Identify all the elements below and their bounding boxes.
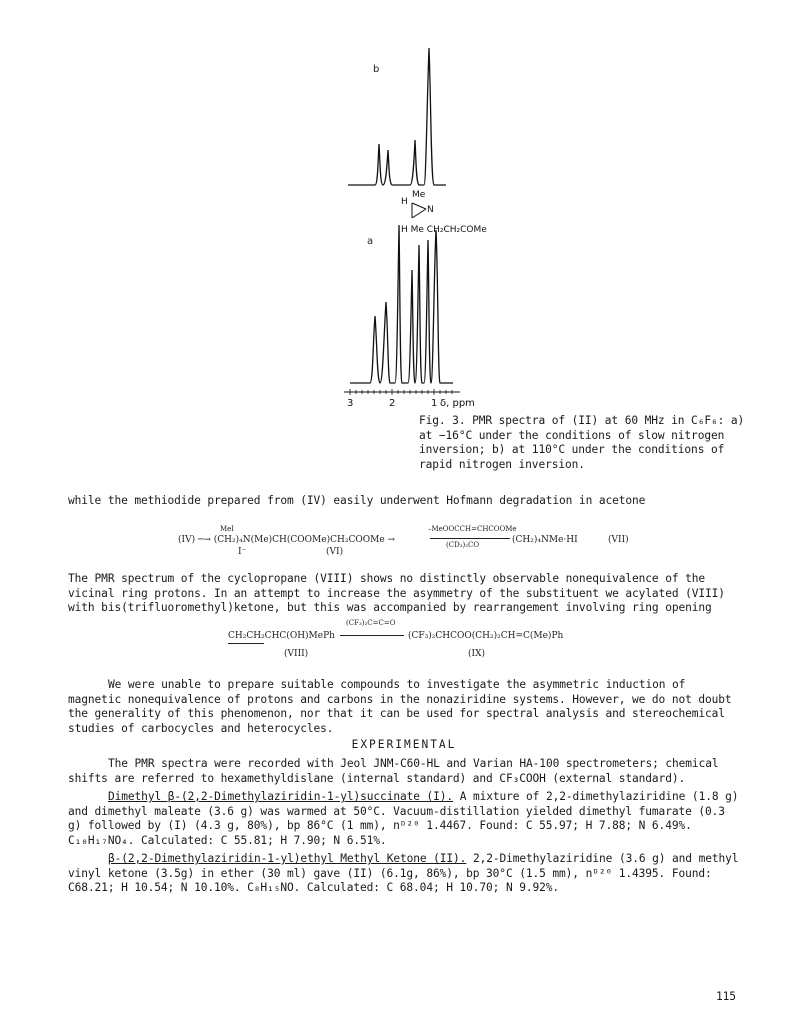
- axis-unit: δ, ppm: [440, 398, 475, 409]
- paragraph-cyclopropane-text: The PMR spectrum of the cyclopropane (VIII) shows no distinctly observable nonequivalence of the vicinal ring protons. In an attempt to increase the asymmetry of the substituent we acylated (VIII) with bis(trifluoromethyl)ketone, but this was accompanied by rearrangement involving ring opening: [68, 572, 725, 614]
- paragraph-conclusion-text: We were unable to prepare suitable compounds to investigate the asymmetric induction of magnetic nonequivalence of protons and carbons in the nonaziridine systems. However, we do not doubt the generality of this phenomenon, nor that it can be used for spectral analysis and stereochemical studies of carbocycles and heterocycles.: [68, 678, 732, 735]
- spectrum-trace-a: [350, 225, 453, 383]
- paragraph-cyclopropane: [68, 572, 740, 616]
- paragraph-hofmann: [68, 494, 740, 509]
- compound-ii-title: β-(2,2-Dimethylaziridin-1-yl)ethyl Methyl Ketone (II).: [108, 852, 467, 865]
- eq2-right: (CF₃)₂CHCOO(CH₂)₂CH=C(Me)Ph: [408, 631, 564, 641]
- paragraph-compound-i: [68, 790, 740, 848]
- trace-a-label: a: [367, 236, 374, 247]
- eq1-above: –MeOOCCH=CHCOOMe: [428, 525, 517, 533]
- eq1-below: (CD₃)₂CO: [446, 541, 480, 549]
- paragraph-spectrometers-text: The PMR spectra were recorded with Jeol JNM-C60-HL and Varian HA-100 spectrometers; chemical shifts are referred to hexamethyldislane (internal standard) and CF₃COOH (external standard).: [68, 757, 719, 785]
- compound-ii-body: 2,2-Dimethylaziridine (3.6 g) and methyl vinyl ketone (3.5g) in ether (30 ml) gave (II) (6.1g, 86%), bp 30°C (1.5 mm), nᴰ²⁰ 1.4395. Found: C68.21; H 10.54; N 10.10%. C₈H₁₅NO. Calculated: C 68.04; H 10.70; N 9.92%.: [68, 852, 739, 894]
- axis-tick-2: 2: [389, 398, 396, 409]
- trace-b-label: b: [373, 64, 380, 75]
- eq1-label-vi: (VI): [326, 547, 344, 557]
- paragraph-hofmann-text: while the methiodide prepared from (IV) easily underwent Hofmann degradation in acetone: [68, 494, 646, 507]
- axis-tick-3: 3: [347, 398, 354, 409]
- equation-1: [178, 525, 658, 565]
- eq1-label-vii: (VII): [608, 535, 629, 545]
- compound-i-body: A mixture of 2,2-dimethylaziridine (1.8 g) and dimethyl maleate (3.6 g) was warmed at 50°C. Vacuum-distillation yielded dimethyl fumarate (0.3 g) followed by (I) (4.3 g, 80%), bp 86°C (1 mm), nᴰ²⁰ 1.4467. Found: C 55.97; H 7.88; N 6.49%. C₁₀H₁₇NO₄. Calculated: C 55.81; H 7.90; N 6.51%.: [68, 790, 739, 847]
- eq1-product: (CH₂)₄NMe·HI: [512, 535, 578, 545]
- structure-h-left: H: [401, 197, 408, 207]
- paragraph-spectrometers: [68, 757, 740, 786]
- pmr-spectra-figure: [300, 40, 500, 410]
- section-heading-text: EXPERIMENTAL: [351, 738, 457, 751]
- structure-me-top: Me: [412, 190, 426, 200]
- structure-n: N: [427, 205, 434, 215]
- paragraph-compound-ii: [68, 852, 740, 896]
- structure-substituents: H Me CH₂CH₂COMe: [401, 225, 487, 235]
- paragraph-conclusion: [68, 678, 740, 736]
- axis-tick-1: 1: [431, 398, 438, 409]
- eq1-iodide: I⁻: [238, 547, 247, 557]
- eq2-left: CH₂CH₂CHC(OH)MePh: [228, 631, 335, 641]
- eq2-label-viii: (VIII): [284, 649, 309, 659]
- figure-caption-text: Fig. 3. PMR spectra of (II) at 60 MHz in C₆F₆: a) at −16°C under the conditions of slow nitrogen inversion; b) at 110°C under the conditions of rapid nitrogen inversion.: [419, 414, 745, 471]
- figure-caption: [419, 414, 749, 472]
- page-number: [716, 990, 736, 1005]
- eq1-left: (IV) ─→ (CH₂)₄N(Me)CH(COOMe)CH₂COOMe →: [178, 535, 396, 545]
- eq1-arrow: [430, 538, 510, 539]
- eq2-reagent: (CF₃)₂C=C=O: [346, 619, 396, 627]
- section-heading: [68, 738, 740, 753]
- equation-2: [228, 619, 608, 659]
- eq2-label-ix: (IX): [468, 649, 485, 659]
- eq2-ring-bracket: [228, 643, 264, 644]
- eq1-reagent: MeI: [220, 525, 235, 533]
- page-number-text: 115: [716, 990, 736, 1003]
- compound-i-title: Dimethyl β-(2,2-Dimethylaziridin-1-yl)succinate (I).: [108, 790, 454, 803]
- eq2-arrow: [340, 635, 404, 636]
- aziridine-structure: [401, 190, 487, 235]
- spectrum-trace-b: [348, 48, 446, 185]
